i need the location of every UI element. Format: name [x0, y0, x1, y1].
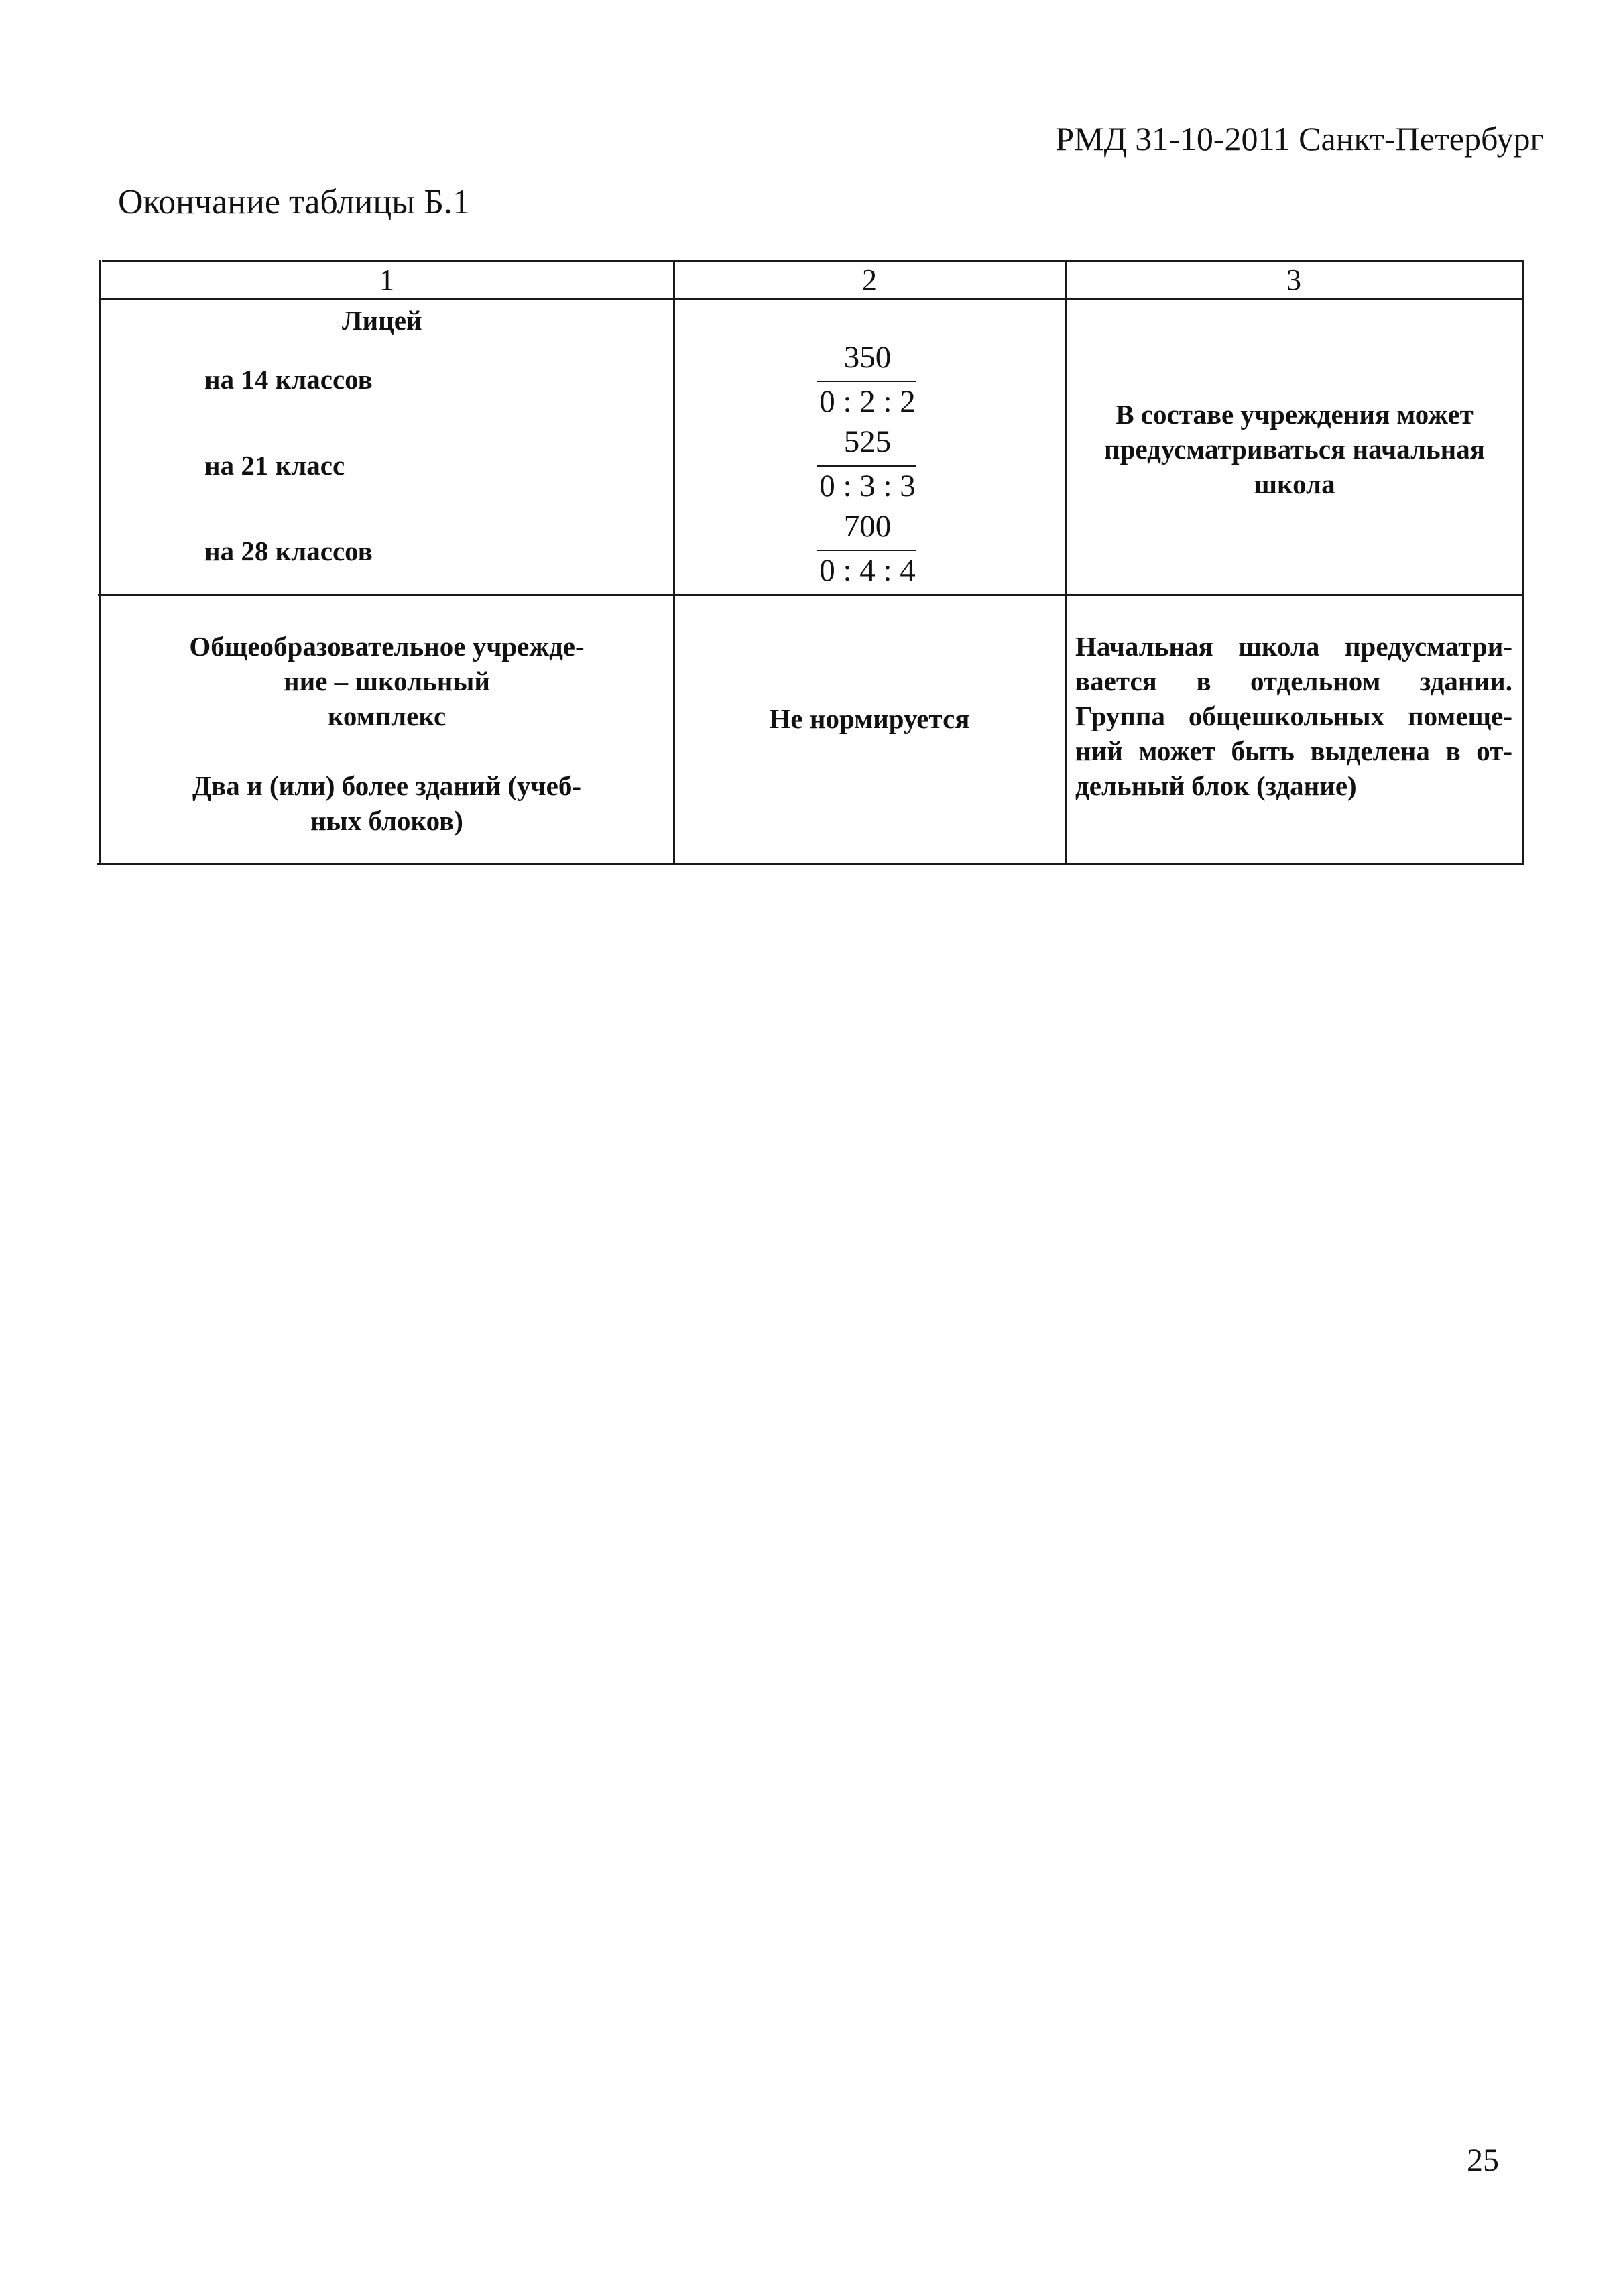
fraction-denominator-044: 0 : 4 : 4: [819, 553, 916, 588]
table-caption: Окончание таблицы Б.1: [118, 183, 470, 221]
column-header-3: 3: [1286, 263, 1301, 296]
column-header-2: 2: [862, 263, 877, 296]
col-divider-2: [1065, 260, 1067, 865]
header-code: РМД 31-10-2011 Санкт-Петербург: [1055, 120, 1544, 158]
fraction-bar: [817, 465, 916, 467]
row2-note-line-5: дельный блок (здание): [1075, 770, 1357, 801]
fraction-denominator-022: 0 : 2 : 2: [819, 384, 916, 419]
row1-item-28: на 28 классов: [204, 536, 373, 566]
table-bottom-border: [97, 863, 1523, 865]
fraction-numerator-525: 525: [843, 424, 892, 459]
row2-subtitle-line-1: Два и (или) более зданий (учеб-: [192, 770, 582, 801]
fraction-bar: [817, 381, 916, 382]
page-number: 25: [1467, 2142, 1499, 2178]
row1-note-line-1: В составе учреждения может: [1116, 399, 1474, 430]
row1-note-line-2: предусматриваться начальная: [1104, 434, 1485, 465]
row2-note-line-3: Группа общешкольных помеще-: [1075, 701, 1512, 731]
row1-item-14: на 14 классов: [204, 364, 373, 395]
row2-title-line-1: Общеобразовательное учрежде-: [189, 631, 585, 662]
row2-norm-text: Не нормируется: [769, 703, 970, 734]
table-top-border: [102, 260, 1523, 262]
fraction-bar: [817, 550, 916, 551]
row2-subtitle-line-2: ных блоков): [310, 805, 463, 836]
col-divider-1: [673, 260, 675, 865]
row1-note-line-3: школа: [1254, 469, 1335, 499]
fraction-numerator-350: 350: [843, 340, 892, 375]
row2-note-line-4: ний может быть выделена в от-: [1075, 735, 1512, 766]
row-divider: [98, 594, 1523, 596]
row2-title-line-2: ние – школьный: [283, 666, 491, 697]
right-border: [1522, 260, 1524, 865]
header-bottom-border: [101, 298, 1523, 300]
row2-note-line-2: вается в отдельном здании.: [1075, 666, 1512, 697]
row2-title-line-3: комплекс: [327, 701, 446, 731]
row1-title: Лицей: [342, 305, 422, 336]
fraction-denominator-033: 0 : 3 : 3: [819, 469, 916, 503]
fraction-numerator-700: 700: [843, 509, 892, 544]
row1-item-21: на 21 класс: [204, 450, 345, 481]
row2-note-line-1: Начальная школа предусматри-: [1075, 631, 1512, 662]
column-header-1: 1: [379, 263, 394, 296]
